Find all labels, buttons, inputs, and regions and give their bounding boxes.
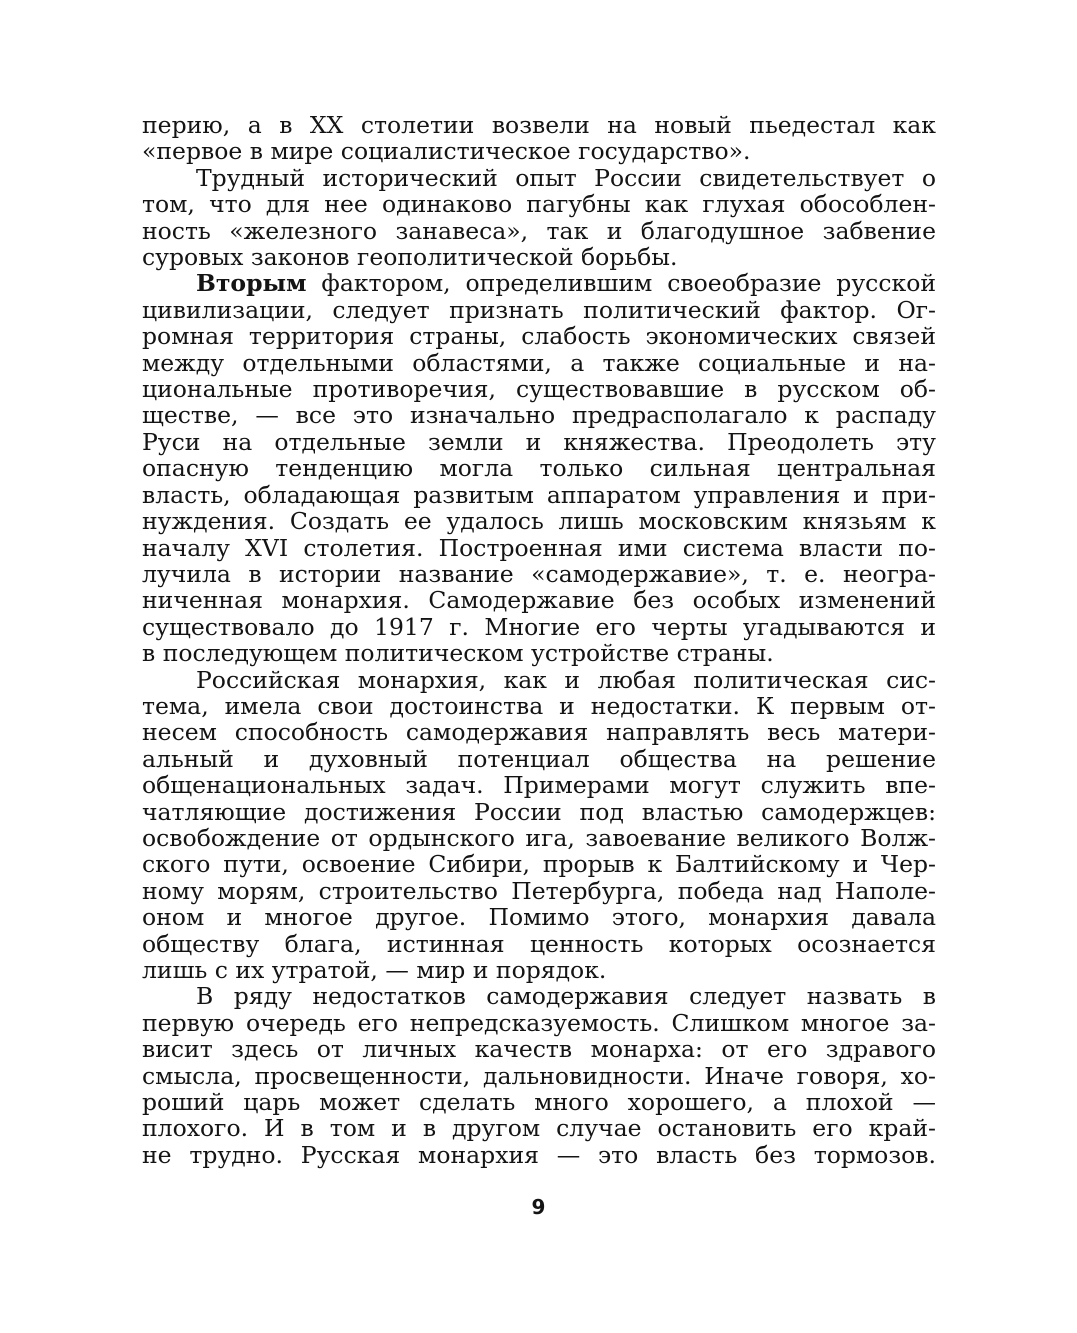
text-line: суровых законов геополитической борьбы. [142,243,678,272]
text-line: существовало до 1917 г. Многие его черты угадываются и [142,612,936,641]
text-line: освобождение от ордынского ига, завоевание великого Волж- [142,823,936,852]
text-line: опасную тенденцию могла только сильная центральная [142,454,936,483]
text-line: началу XVI столетия. Построенная ими система власти по- [142,533,936,562]
paragraph-1 [142,112,936,165]
page-body [142,112,936,1168]
text-line: роший царь может сделать много хорошего, а плохой — [142,1088,936,1117]
text-line: чатляющие достижения России под властью самодержцев: [142,797,936,826]
text-line: лучила в истории название «самодержавие», т. е. неогра- [142,559,936,588]
text-line: общенациональных задач. Примерами могут служить впе- [142,771,936,800]
text-line: тема, имела свои достоинства и недостатки. К первым от- [142,691,936,720]
bold-lead-word: Вторым [196,269,307,298]
text-line [142,270,936,296]
text-line: власть, обладающая развитым аппаратом управления и при- [142,480,936,509]
paragraph-4 [142,667,936,984]
text-line: ромная территория страны, слабость экономических связей [142,322,936,351]
text-line: Руси на отдельные земли и княжества. Преодолеть эту [142,427,936,456]
text-line: ному морям, строительство Петербурга, победа над Наполе- [142,876,936,905]
text-line: нуждения. Создать ее удалось лишь московским князьям к [142,507,936,536]
page-number: 9 [531,1195,546,1219]
paragraph-5 [142,983,936,1168]
text-line: ского пути, освоение Сибири, прорыв к Балтийскому и Чер- [142,850,936,879]
text-line-rest: фактором, определившим своеобразие русской [306,269,936,298]
text-line: «первое в мире социалистическое государство». [142,137,751,166]
text-line: висит здесь от личных качеств монарха: от его здравого [142,1035,936,1064]
text-line: плохого. И в том и в другом случае остановить его край- [142,1114,936,1143]
text-line: Трудный исторический опыт России свидетельствует о [196,163,936,192]
text-line: оном и многое другое. Помимо этого, монархия давала [142,903,936,932]
text-line: Российская монархия, как и любая политическая сис- [196,665,936,694]
text-line: между отдельными областями, а также социальные и на- [142,348,936,377]
text-line: В ряду недостатков самодержавия следует назвать в [196,982,936,1011]
text-line: не трудно. Русская монархия — это власть без тормозов. [142,1140,936,1169]
text-line: альный и духовный потенциал общества на решение [142,744,936,773]
text-line: перию, а в XX столетии возвели на новый пьедестал как [142,111,936,139]
paragraph-3 [142,270,936,666]
text-line: ность «железного занавеса», так и благодушное забвение [142,216,936,245]
paragraph-2 [142,165,936,271]
text-line: том, что для нее одинаково пагубны как глухая обособлен- [142,190,936,219]
text-line: несем способность самодержавия направлять весь матери- [142,718,936,747]
text-line: ниченная монархия. Самодержавие без особых изменений [142,586,936,615]
text-line: циональные противоречия, существовавшие в русском об- [142,375,936,404]
text-line: ществе, — все это изначально предрасполагало к распаду [142,401,936,430]
text-line: обществу блага, истинная ценность которых осознается [142,929,936,958]
text-line: лишь с их утратой, — мир и порядок. [142,956,607,984]
text-line: цивилизации, следует признать политический фактор. Ог- [142,295,936,324]
text-line: в последующем политическом устройстве страны. [142,639,774,668]
text-line: первую очередь его непредсказуемость. Слишком многое за- [142,1008,936,1037]
text-line: смысла, просвещенности, дальновидности. Иначе говоря, хо- [142,1061,936,1090]
